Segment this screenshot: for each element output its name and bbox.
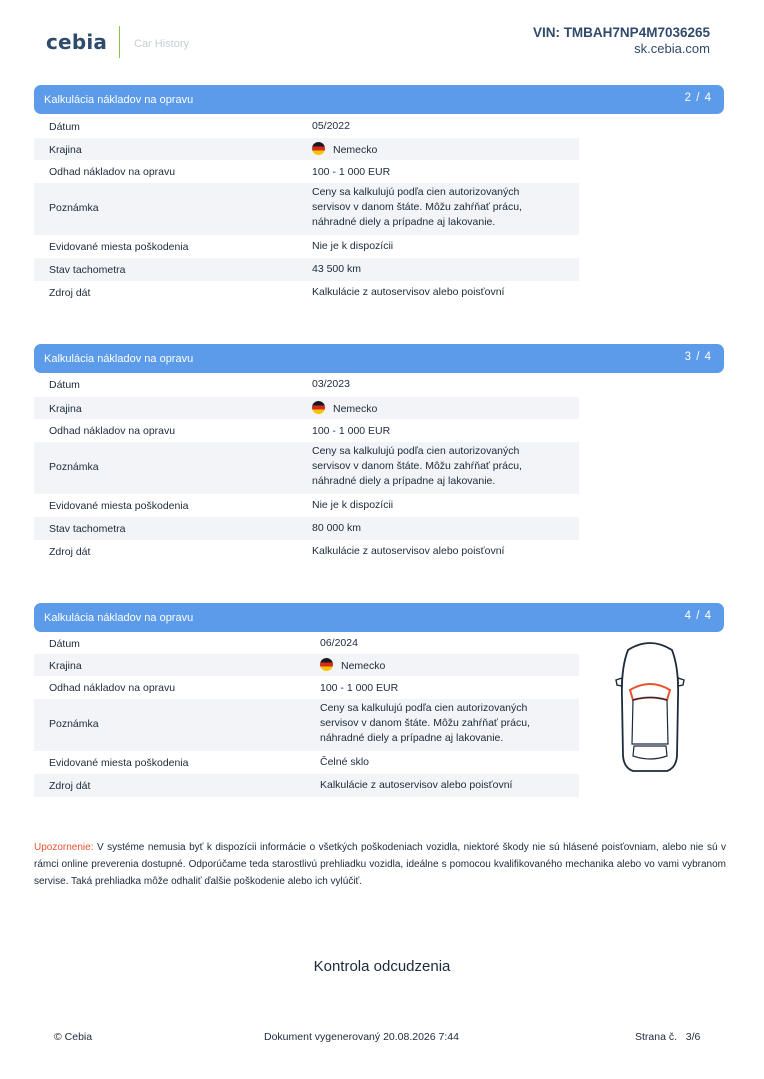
- table-row: [34, 517, 579, 540]
- website-link[interactable]: sk.cebia.com: [634, 41, 710, 56]
- row-label: Krajina: [49, 144, 82, 156]
- warning-text: V systéme nemusia byť k dispozícii informácie o všetkých poškodeniach vozidla, niektoré škody nie sú hlásené poisťovniam, alebo nie sú v rámci online preverenia dostupné. Odporúčame teda starostlivú prehliadku vozidla, ideálne s pomocou kvalifikovaného mechanika alebo vo vami vybranom servise. Taká prehliadka môže odhaliť ďalšie poškodenie alebo ich vylúčiť.: [34, 842, 726, 887]
- table-row: [34, 258, 579, 281]
- section-header-bar: [34, 344, 724, 373]
- row-value: 43 500 km: [312, 263, 362, 275]
- germany-flag-icon: [312, 401, 325, 414]
- table-row: [34, 676, 579, 699]
- section-header-bar: [34, 85, 724, 114]
- section-title: Kalkulácia nákladov na opravu: [44, 94, 194, 106]
- table-row: [34, 699, 579, 751]
- table-row: [34, 419, 579, 442]
- cebia-logo: cebia: [46, 30, 108, 54]
- row-value: Nie je k dispozícii: [312, 240, 394, 252]
- footer-copyright: © Cebia: [54, 1031, 93, 1043]
- row-value-line: náhradné diely a prípadne aj lakovanie.: [312, 475, 496, 487]
- row-label: Stav tachometra: [49, 523, 126, 535]
- section-title: Kalkulácia nákladov na opravu: [44, 353, 194, 365]
- row-value: Nie je k dispozícii: [312, 499, 394, 511]
- row-value: 100 - 1 000 EUR: [312, 166, 391, 178]
- row-label: Dátum: [49, 379, 80, 391]
- row-label: Evidované miesta poškodenia: [49, 241, 189, 253]
- footer-generated-date: Dokument vygenerovaný 20.08.2026 7:44: [264, 1031, 459, 1043]
- repair-cost-section-2: [34, 344, 724, 563]
- warning-note: [34, 839, 726, 890]
- row-value: 100 - 1 000 EUR: [320, 682, 399, 694]
- table-row: [34, 494, 579, 517]
- row-value-line: servisov v danom štáte. Môžu zahŕňať prácu,: [320, 717, 530, 729]
- details-table: [34, 373, 724, 563]
- row-value-line: servisov v danom štáte. Môžu zahŕňať prácu,: [312, 460, 522, 472]
- page-header: [0, 0, 764, 80]
- table-row: [34, 160, 579, 183]
- row-label: Zdroj dát: [49, 780, 91, 792]
- row-label: Poznámka: [49, 202, 99, 214]
- row-label: Krajina: [49, 403, 82, 415]
- row-label: Zdroj dát: [49, 287, 91, 299]
- row-label: Dátum: [49, 638, 80, 650]
- car-top-view-icon: [611, 638, 689, 774]
- row-value-line: náhradné diely a prípadne aj lakovanie.: [320, 732, 504, 744]
- logo-divider: [119, 26, 120, 58]
- section-title: Kalkulácia nákladov na opravu: [44, 612, 194, 624]
- row-value: Kalkulácie z autoservisov alebo poisťovní: [320, 779, 513, 791]
- section-counter: 2 / 4: [684, 92, 712, 104]
- section-counter: 3 / 4: [684, 351, 712, 363]
- table-row: [34, 281, 579, 304]
- row-label: Evidované miesta poškodenia: [49, 500, 189, 512]
- next-section-heading: Kontrola odcudzenia: [313, 958, 451, 975]
- germany-flag-icon: [312, 142, 325, 155]
- row-value: Nemecko: [333, 403, 378, 415]
- warning-label: Upozornenie:: [34, 842, 94, 853]
- row-label: Poznámka: [49, 718, 99, 730]
- row-value-line: Ceny sa kalkulujú podľa cien autorizovaných: [312, 445, 520, 457]
- row-value: Kalkulácie z autoservisov alebo poisťovní: [312, 286, 505, 298]
- section-header-bar: [34, 603, 724, 632]
- table-row: [34, 373, 579, 397]
- germany-flag-icon: [320, 658, 333, 671]
- row-label: Dátum: [49, 121, 80, 133]
- table-row: [34, 138, 579, 160]
- row-value-line: servisov v danom štáte. Môžu zahŕňať prácu,: [312, 201, 522, 213]
- row-label: Stav tachometra: [49, 264, 126, 276]
- row-value: Kalkulácie z autoservisov alebo poisťovní: [312, 545, 505, 557]
- row-label: Odhad nákladov na opravu: [49, 166, 176, 178]
- row-value-line: Ceny sa kalkulujú podľa cien autorizovaných: [312, 186, 520, 198]
- row-value: Nemecko: [341, 660, 386, 672]
- row-label: Odhad nákladov na opravu: [49, 425, 176, 437]
- row-label: Zdroj dát: [49, 546, 91, 558]
- table-row: [34, 774, 579, 797]
- table-row: [34, 183, 579, 235]
- row-label: Odhad nákladov na opravu: [49, 682, 176, 694]
- row-label: Poznámka: [49, 461, 99, 473]
- table-row: [34, 235, 579, 258]
- section-counter: 4 / 4: [684, 610, 712, 622]
- row-value-line: Ceny sa kalkulujú podľa cien autorizovaných: [320, 702, 528, 714]
- footer-page-number: Strana č. 3/6: [635, 1031, 701, 1043]
- logo-subtitle: Car History: [134, 38, 190, 50]
- table-row: [34, 442, 579, 494]
- table-row: [34, 751, 579, 774]
- row-value: 80 000 km: [312, 522, 362, 534]
- table-row: [34, 654, 579, 676]
- details-table: [34, 114, 724, 304]
- table-row: [34, 114, 579, 138]
- table-row: [34, 397, 579, 419]
- row-value: 05/2022: [312, 120, 350, 132]
- row-label: Evidované miesta poškodenia: [49, 757, 189, 769]
- row-value: Nemecko: [333, 144, 378, 156]
- row-value: Čelné sklo: [320, 756, 370, 768]
- vin-number: VIN: TMBAH7NP4M7036265: [532, 25, 710, 40]
- table-row: [34, 632, 579, 654]
- table-row: [34, 540, 579, 563]
- repair-cost-section-1: [34, 85, 724, 304]
- row-label: Krajina: [49, 660, 82, 672]
- row-value-line: náhradné diely a prípadne aj lakovanie.: [312, 216, 496, 228]
- row-value: 06/2024: [320, 637, 358, 649]
- row-value: 03/2023: [312, 378, 350, 390]
- row-value: 100 - 1 000 EUR: [312, 425, 391, 437]
